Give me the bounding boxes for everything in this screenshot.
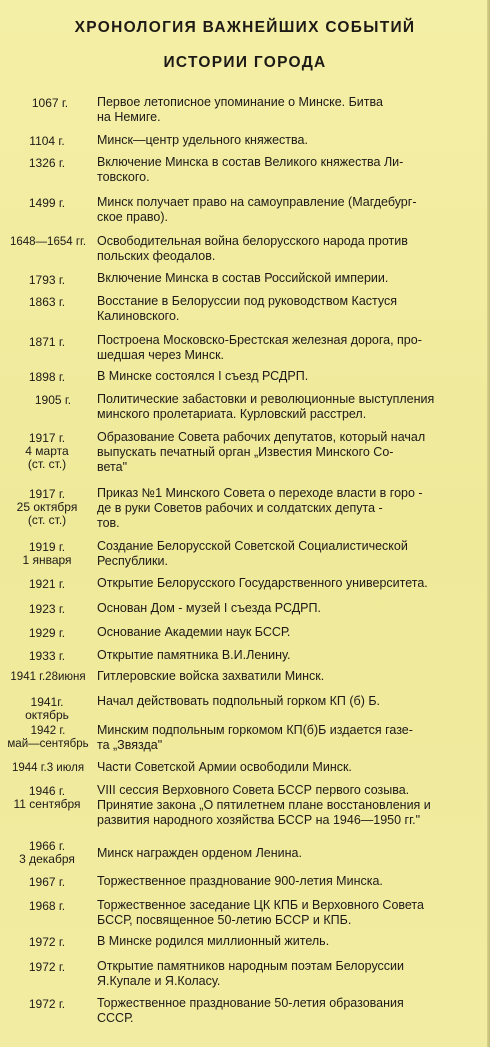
entry-date: 1941г. октябрь: [25, 695, 69, 722]
entry-date: 1326 г.: [28, 156, 66, 170]
entry-text: Включение Минска в состав Российской империи.: [97, 271, 389, 285]
entry-date: 1898 г.: [28, 370, 66, 384]
entry-text: В Минске состоялся I съезд РСДРП.: [97, 369, 309, 383]
entry-text: Начал действовать подпольный горком КП (б) Б.: [97, 694, 381, 708]
entry-text: Освободительная война белорусского народа против польских феодалов.: [97, 234, 408, 263]
entry-text: Построена Московско-Брестская железная дорога, про- шедшая через Минск.: [97, 333, 422, 362]
entry-date: 1929 г.: [28, 626, 66, 640]
entry-date: 1967 г.: [28, 875, 66, 889]
entry-date: 1968 г.: [28, 899, 66, 913]
entry-date: 1972 г.: [28, 997, 66, 1011]
entry-date: 1648—1654 гг.: [9, 236, 87, 248]
entry-text: В Минске родился миллионный житель.: [97, 934, 330, 948]
document-title-line2: ИСТОРИИ ГОРОДА: [163, 54, 327, 71]
entry-text: Включение Минска в состав Великого княжества Ли- товского.: [97, 155, 404, 184]
entry-date: 1067 г.: [31, 96, 69, 110]
entry-text: Торжественное заседание ЦК КПБ и Верховного Совета БССР, посвященное 50-летию БССР и КПБ.: [97, 898, 424, 927]
entry-text: Приказ №1 Минского Совета о переходе власти в горо - де в руки Советов рабочих и солдатских депута - тов.: [97, 486, 423, 530]
entry-text: Минск награжден орденом Ленина.: [97, 846, 302, 860]
entry-date: 1905 г.: [34, 393, 72, 407]
document-title-line1: ХРОНОЛОГИЯ ВАЖНЕЙШИХ СОБЫТИЙ: [74, 19, 416, 36]
entry-date: 1972 г.: [28, 935, 66, 949]
entry-date: 1942 г. май—сентябрь: [7, 725, 89, 750]
entry-text: Торжественное празднование 50-летия образования СССР.: [97, 996, 404, 1025]
entry-date: 1944 г.3 июля: [11, 762, 85, 774]
entry-text: Образование Совета рабочих депутатов, который начал выпускать печатный орган „Известия Минского Со- вета": [97, 430, 426, 474]
entry-date: 1917 г. 4 марта (ст. ст.): [25, 431, 69, 471]
entry-date: 1919 г. 1 января: [22, 540, 72, 567]
entry-date: 1917 г. 25 октября (ст. ст.): [16, 487, 78, 527]
entry-date: 1104 г.: [29, 134, 65, 148]
entry-text: Торжественное празднование 900-летия Минска.: [97, 874, 383, 888]
entry-date: 1921 г.: [28, 577, 66, 591]
entry-text: Части Советской Армии освободили Минск.: [97, 760, 352, 774]
entry-date: 1499 г.: [28, 196, 66, 210]
entry-date: 1946 г. 11 сентября: [13, 784, 81, 811]
entry-text: Минск—центр удельного княжества.: [97, 133, 308, 147]
entry-text: Гитлеровские войска захватили Минск.: [97, 669, 325, 683]
entry-text: Основание Академии наук БССР.: [97, 625, 291, 639]
entry-text: Политические забастовки и революционные выступления минского пролетариата. Курловский расстрел.: [97, 392, 435, 421]
entry-date: 1863 г.: [28, 295, 66, 309]
entry-text: Первое летописное упоминание о Минске. Битва на Немиге.: [97, 95, 383, 124]
entry-text: Создание Белорусской Советской Социалистической Республики.: [97, 539, 408, 568]
entry-date: 1793 г.: [28, 273, 66, 287]
entry-text: Восстание в Белоруссии под руководством Кастуся Калиновского.: [97, 294, 398, 323]
entry-text: Открытие Белорусского Государственного университета.: [97, 576, 428, 590]
entry-text: Открытие памятников народным поэтам Белоруссии Я.Купале и Я.Коласу.: [97, 959, 405, 988]
entry-date: 1871 г.: [28, 335, 66, 349]
entry-text: Открытие памятника В.И.Ленину.: [97, 648, 291, 662]
entry-date: 1923 г.: [28, 602, 66, 616]
entry-date: 1933 г.: [28, 649, 66, 663]
entry-date: 1966 г. 3 декабря: [19, 839, 75, 866]
entry-text: Минск получает право на самоуправление (Магдебург- ское право).: [97, 195, 417, 224]
entry-date: 1941 г.28июня: [10, 671, 86, 683]
entry-text: Минским подпольным горкомом КП(б)Б издается газе- та „Звязда": [97, 723, 413, 752]
entry-date: 1972 г.: [28, 960, 66, 974]
entry-text: Основан Дом - музей I съезда РСДРП.: [97, 601, 321, 615]
entry-text: VIII сессия Верховного Совета БССР первого созыва. Принятие закона „О пятилетнем плане восстановления и развития народного хозяйства БССР на 1946—1950 гг.": [97, 783, 431, 827]
